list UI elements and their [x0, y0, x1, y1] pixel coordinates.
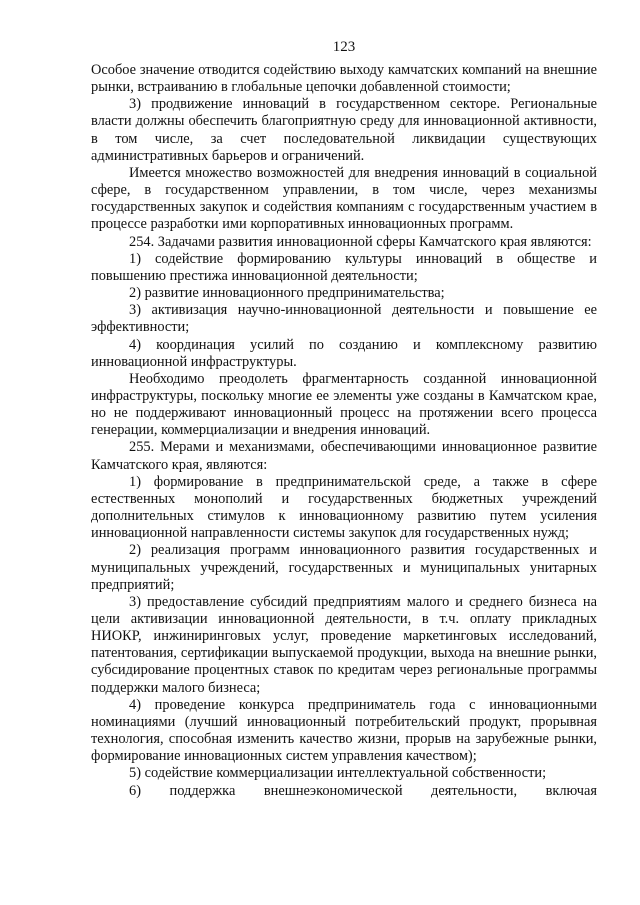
- paragraph: 6) поддержка внешнеэкономической деятельности, включая: [129, 782, 597, 799]
- paragraph: 3) активизация научно-инновационной деятельности и повышение ее эффективности;: [91, 302, 597, 336]
- page-number: 123: [332, 39, 356, 55]
- paragraph: Особое значение отводится содействию выходу камчатских компаний на внешние рынки, встраиванию в глобальные цепочки добавленной стоимости;: [91, 62, 597, 96]
- paragraph: 4) проведение конкурса предприниматель года с инновационными номинациями (лучший инновационный потребительский продукт, прорывная технология, способная изменить качество жизни, прорыв на зарубежные рынки, формирование инновационных систем управления качеством);: [91, 696, 597, 765]
- paragraph: 1) формирование в предпринимательской среде, а также в сфере естественных монополий и государственных бюджетных учреждений дополнительных стимулов к инновационному развитию путем усиления инновационной направленности системы закупок для государственных нужд;: [91, 473, 597, 542]
- paragraph: 255. Мерами и механизмами, обеспечивающими инновационное развитие Камчатского края, являются:: [91, 439, 597, 473]
- paragraph: 4) координация усилий по созданию и комплексному развитию инновационной инфраструктуры.: [91, 336, 597, 370]
- paragraph: 2) реализация программ инновационного развития государственных и муниципальных учреждений, государственных и муниципальных унитарных предприятий;: [91, 542, 597, 593]
- paragraph: 3) предоставление субсидий предприятиям малого и среднего бизнеса на цели активизации инновационной деятельности, в т.ч. оплату прикладных НИОКР, инжиниринговых услуг, проведение маркетинговых исследований, патентования, сертификации выпускаемой продукции, выхода на внешние рынки, субсидирование процентных ставок по кредитам через региональные программы поддержки малого бизнеса;: [91, 593, 597, 696]
- paragraph: 1) содействие формированию культуры инноваций в обществе и повышению престижа инновационной деятельности;: [91, 250, 597, 284]
- paragraph: Имеется множество возможностей для внедрения инноваций в социальной сфере, в государственном управлении, в том числе, через механизмы государственных закупок и содействия компаниям с государственным участием в процессе разработки ими корпоративных инновационных программ.: [91, 164, 597, 233]
- paragraph: 254. Задачами развития инновационной сферы Камчатского края являются:: [129, 233, 592, 250]
- document-page: [91, 38, 597, 800]
- document-body: [91, 62, 597, 800]
- paragraph: 5) содействие коммерциализации интеллектуальной собственности;: [129, 765, 547, 782]
- paragraph: 3) продвижение инноваций в государственном секторе. Региональные власти должны обеспечить благоприятную среду для инновационной активности, в том числе, за счет последовательной ликвидации существующих административных барьеров и ограничений.: [91, 96, 597, 164]
- paragraph: 2) развитие инновационного предпринимательства;: [129, 285, 445, 302]
- paragraph: Необходимо преодолеть фрагментарность созданной инновационной инфраструктуры, поскольку многие ее элементы уже созданы в Камчатском крае, но не поддерживают инновационный процесс на протяжении всего процесса генерации, коммерциализации и внедрения инноваций.: [91, 370, 597, 439]
